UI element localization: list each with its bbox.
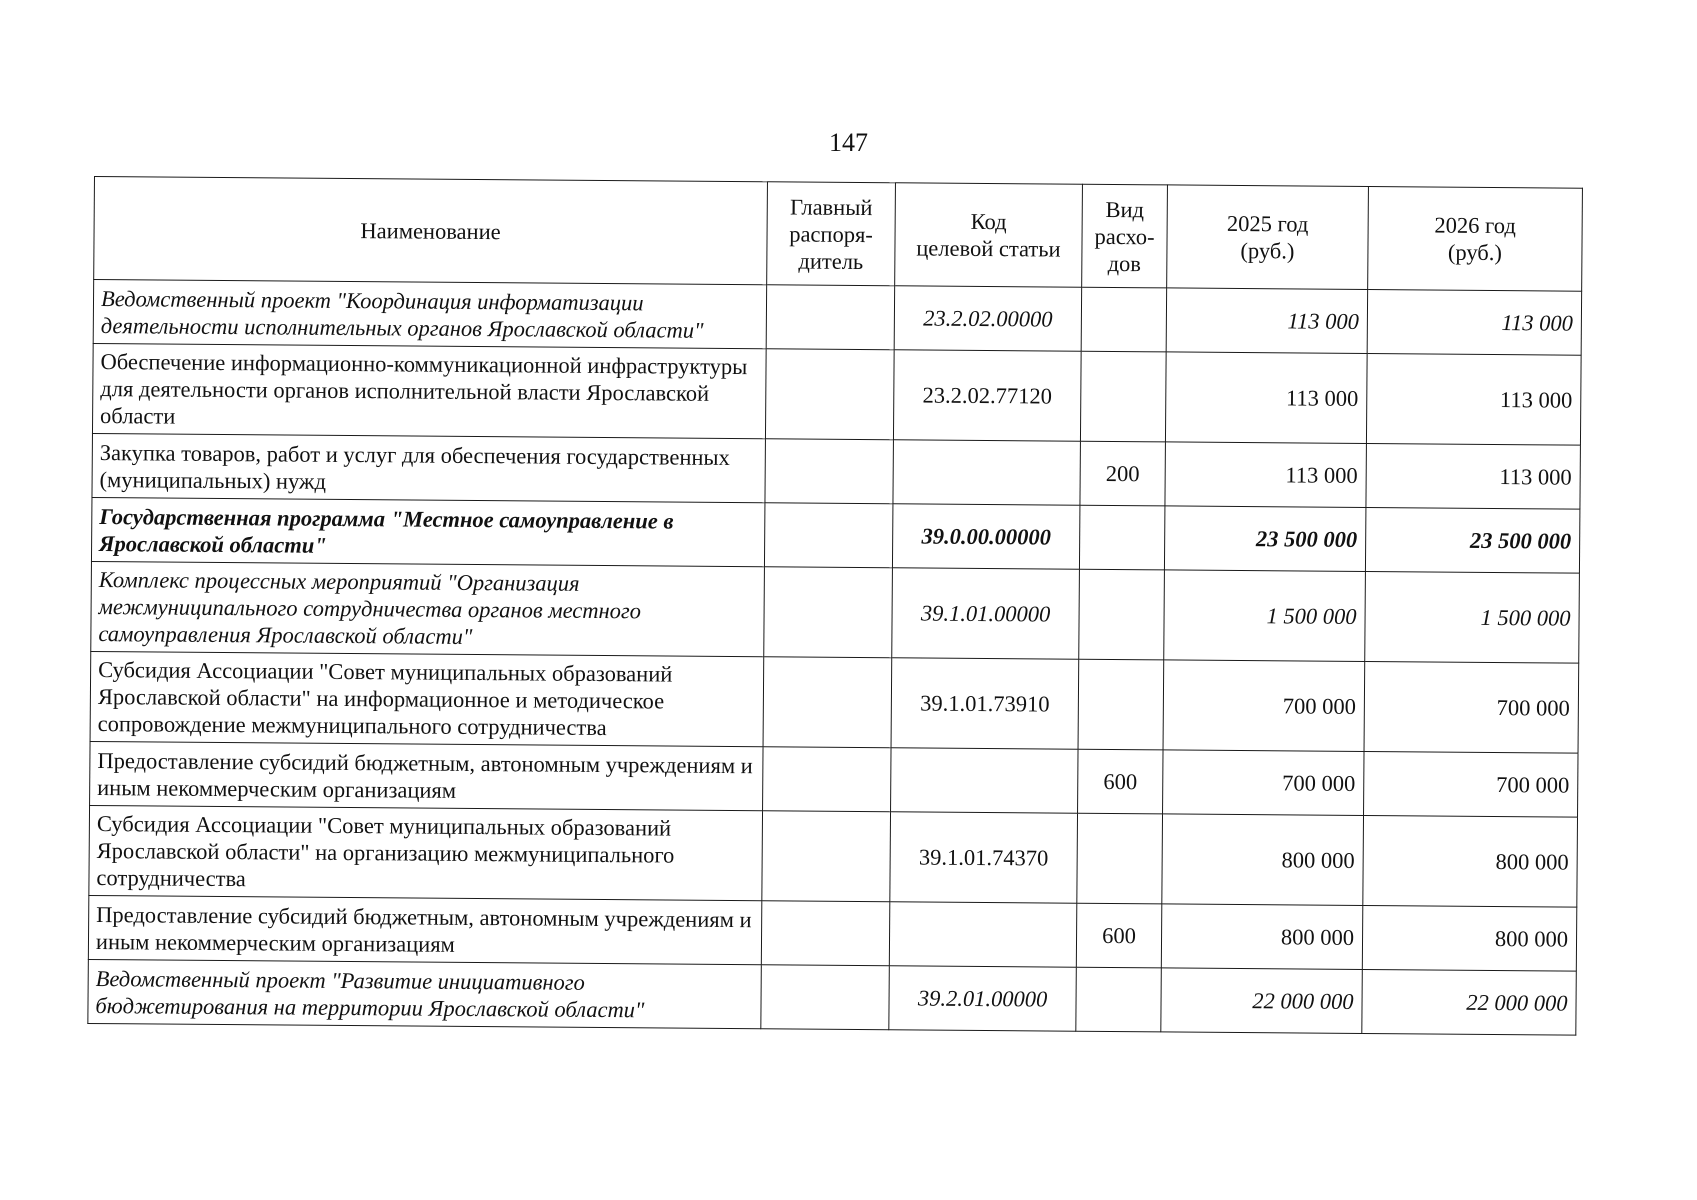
row-code: 23.2.02.00000 (894, 286, 1081, 351)
row-amount-2025: 113 000 (1166, 288, 1367, 354)
row-kind (1080, 351, 1166, 442)
table-row (91, 497, 1579, 573)
row-name: Предоставление субсидий бюджетным, автономным учреждениям и иным некоммерческим организациям (88, 895, 761, 964)
table-row (89, 805, 1578, 907)
header-name-line: Наименование (360, 217, 501, 244)
row-amount-2025: 800 000 (1162, 814, 1364, 906)
row-kind (1076, 967, 1162, 1032)
header-name (94, 177, 768, 285)
row-code: 39.1.01.00000 (892, 568, 1080, 659)
row-name: Обеспечение информационно-коммуникационной инфраструктуры для деятельности органов исполнительной власти Ярославской области (92, 343, 766, 438)
row-name: Предоставление субсидий бюджетным, автономным учреждениям и иным некоммерческим организациям (90, 741, 763, 810)
budget-table (87, 176, 1583, 1036)
row-code: 39.1.01.73910 (891, 658, 1079, 749)
header-2026 (1368, 187, 1583, 292)
row-kind (1081, 287, 1167, 352)
row-amount-2026: 1 500 000 (1365, 571, 1580, 663)
table-row (93, 280, 1581, 356)
row-name: Комплекс процессных мероприятий "Организация межмуниципального сотрудничества органов местного самоуправления Ярославской области" (91, 561, 765, 656)
row-amount-2026: 700 000 (1364, 751, 1578, 817)
row-name: Ведомственный проект "Координация информатизации деятельности исполнительных органов Ярославской области" (93, 280, 766, 349)
row-amount-2025: 22 000 000 (1161, 968, 1362, 1034)
header-code (895, 183, 1083, 287)
row-amount-2026: 113 000 (1367, 290, 1581, 356)
row-amount-2026: 113 000 (1366, 444, 1580, 510)
header-grbs-line: дитель (798, 248, 864, 274)
row-kind: 200 (1080, 441, 1166, 506)
header-kind-line: Вид (1105, 196, 1145, 222)
row-amount-2025: 113 000 (1165, 442, 1366, 508)
row-grbs (761, 901, 889, 966)
row-name: Ведомственный проект "Развитие инициативного бюджетирования на территории Ярославской области" (88, 959, 761, 1028)
row-grbs (765, 439, 893, 504)
row-amount-2025: 1 500 000 (1164, 570, 1366, 662)
row-code (889, 902, 1076, 967)
row-grbs (763, 657, 892, 748)
header-2025 (1167, 185, 1369, 290)
row-amount-2026: 700 000 (1364, 661, 1579, 753)
row-grbs (764, 567, 893, 658)
row-grbs (762, 811, 891, 902)
table-header-row (94, 177, 1583, 292)
row-name: Закупка товаров, работ и услуг для обеспечения государственных (муниципальных) нужд (92, 433, 765, 502)
row-code: 23.2.02.77120 (893, 350, 1081, 441)
row-name: Субсидия Ассоциации "Совет муниципальных образований Ярославской области" на организацию межмуниципального сотрудничества (89, 805, 763, 900)
row-amount-2025: 23 500 000 (1164, 506, 1365, 572)
row-code: 39.1.01.74370 (890, 812, 1078, 903)
header-code-line: Код (970, 208, 1007, 235)
row-name: Государственная программа "Местное самоуправление в Ярославской области" (91, 497, 764, 566)
row-grbs (766, 285, 894, 350)
row-grbs (763, 747, 891, 812)
header-kind-line: расхо- (1094, 223, 1155, 249)
row-kind (1079, 505, 1165, 570)
row-amount-2025: 700 000 (1163, 660, 1365, 752)
row-code: 39.0.00.00000 (892, 504, 1079, 569)
table-row (88, 959, 1576, 1035)
row-kind (1077, 813, 1163, 904)
header-2025-line: 2025 год (1226, 210, 1309, 237)
header-grbs-line: распоря- (789, 220, 873, 247)
row-amount-2025: 113 000 (1165, 352, 1367, 444)
row-code (893, 440, 1080, 505)
row-kind (1078, 659, 1164, 750)
budget-table-sheet (87, 176, 1582, 1036)
table-row (92, 433, 1580, 509)
page-number: 147 (829, 128, 868, 157)
table-row (90, 651, 1579, 753)
header-2025-line: (руб.) (1240, 238, 1295, 264)
row-amount-2026: 23 500 000 (1365, 507, 1579, 573)
row-grbs (761, 965, 889, 1030)
row-amount-2025: 700 000 (1163, 750, 1364, 816)
header-kind (1082, 184, 1168, 288)
header-2026-line: 2026 год (1434, 212, 1516, 239)
header-code-line: целевой статьи (916, 235, 1061, 262)
table-row (92, 343, 1581, 445)
header-grbs (767, 182, 896, 286)
row-grbs (764, 503, 892, 568)
row-code (891, 748, 1078, 813)
table-row (91, 561, 1580, 663)
header-grbs-line: Главный (789, 193, 873, 220)
row-amount-2026: 800 000 (1363, 815, 1578, 907)
row-amount-2026: 800 000 (1362, 905, 1576, 971)
header-2026-line: (руб.) (1447, 239, 1503, 266)
row-name: Субсидия Ассоциации "Совет муниципальных образований Ярославской области" на информационное и методическое сопровождение межмуниципального сотрудничества (90, 651, 764, 746)
row-kind (1079, 569, 1165, 660)
row-amount-2025: 800 000 (1161, 904, 1362, 970)
row-amount-2026: 22 000 000 (1362, 969, 1576, 1035)
row-grbs (765, 349, 894, 440)
row-amount-2026: 113 000 (1366, 354, 1581, 446)
row-kind: 600 (1078, 749, 1164, 814)
row-code: 39.2.01.00000 (889, 966, 1076, 1031)
row-kind: 600 (1076, 903, 1162, 968)
table-row (88, 895, 1576, 971)
table-row (90, 741, 1578, 817)
header-kind-line: дов (1107, 250, 1142, 276)
